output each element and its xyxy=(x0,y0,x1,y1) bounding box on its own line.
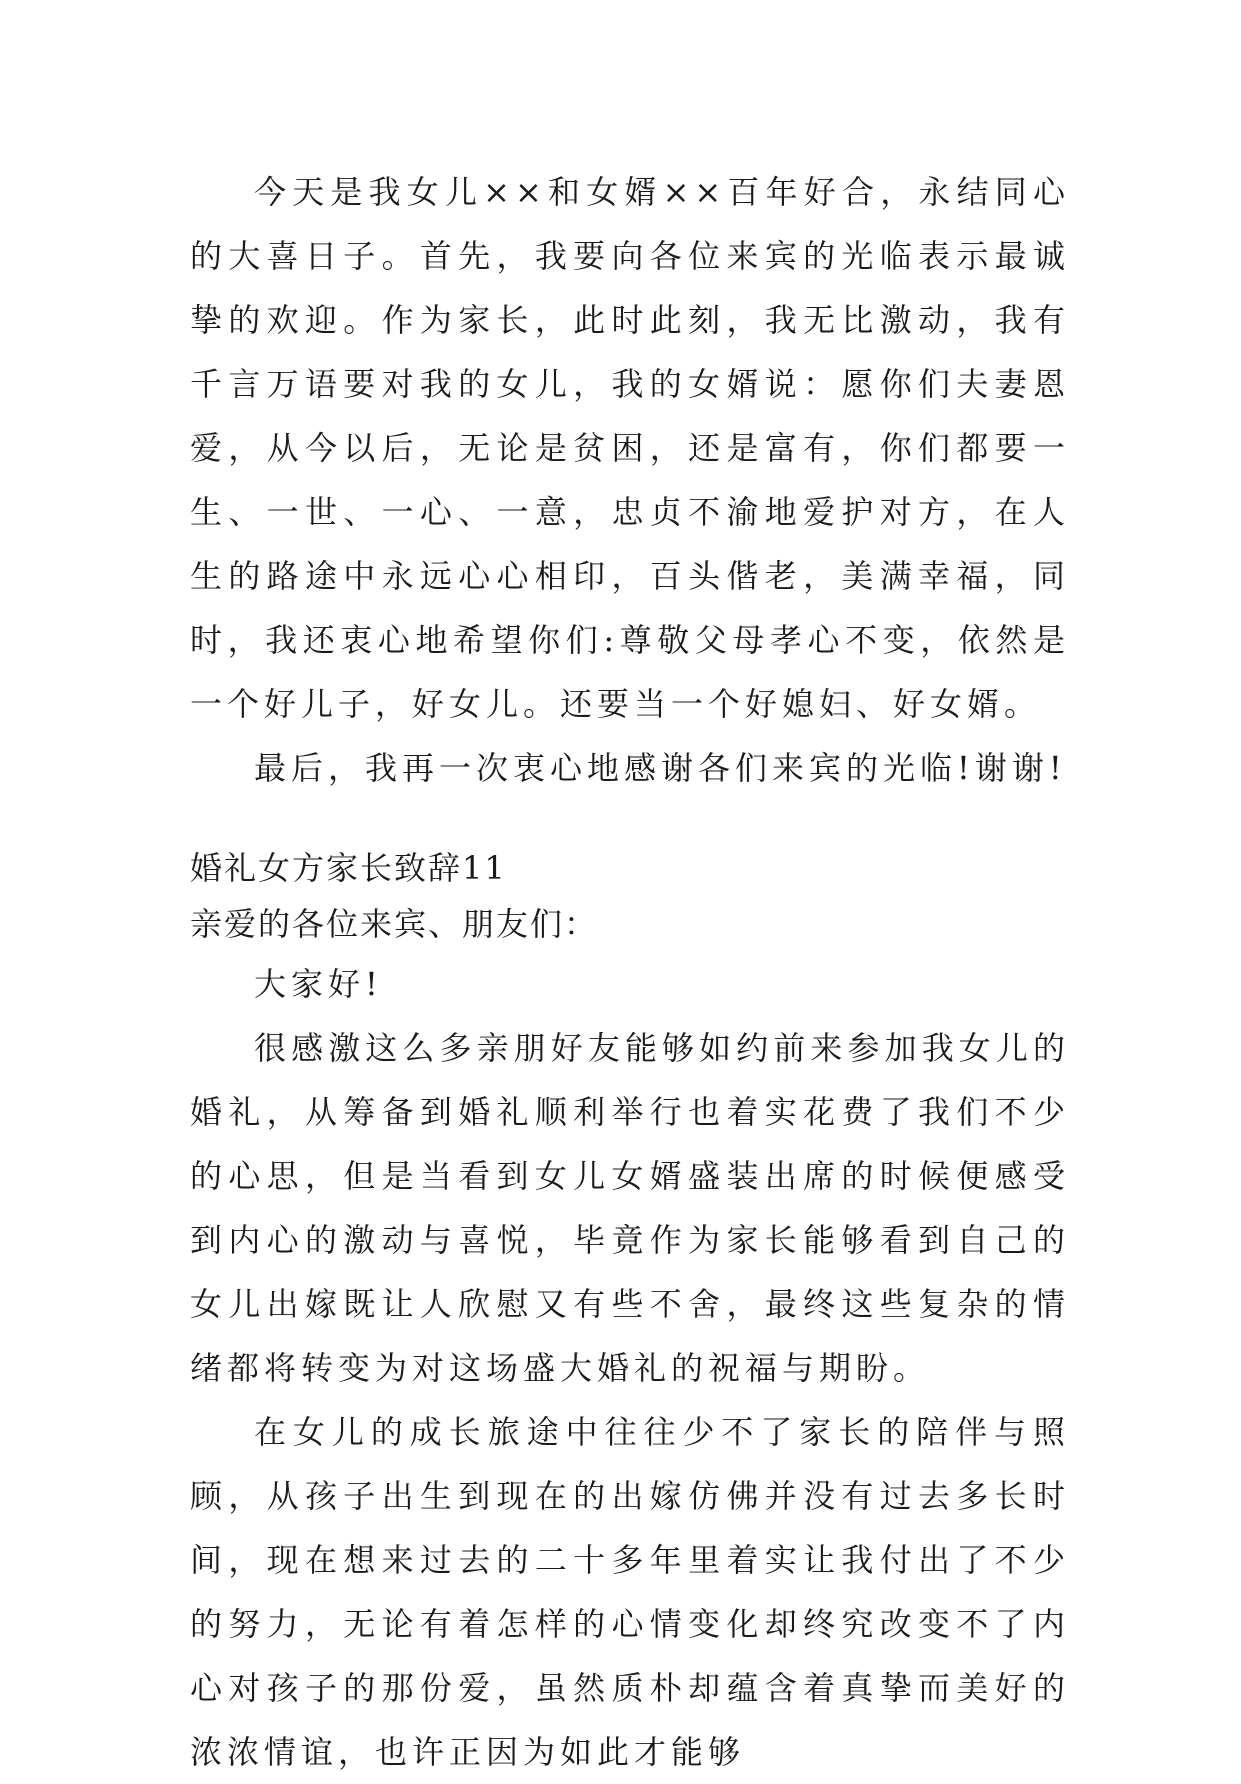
salutation: 亲爱的各位来宾、朋友们： xyxy=(190,905,599,943)
speech-paragraph-2: 很感激这么多亲朋好友能够如约前来参加我女儿的婚礼，从筹备到婚礼顺利举行也着实花费了我们不少的心思，但是当看到女儿女婿盛装出席的时候便感受到内心的激动与喜悦，毕竟作为家长能够看到自己的女儿出嫁既让人欣慰又有些不舍，最终这些复杂的情绪都将转变为对这场盛大婚礼的祝福与期盼。 xyxy=(190,1029,1070,1387)
document-body xyxy=(190,160,1070,1784)
speech-paragraph-closing: 最后，我再一次衷心地感谢各们来宾的光临!谢谢! xyxy=(254,749,1067,787)
section-gap xyxy=(190,800,1070,840)
section-title: 婚礼女方家长致辞11 xyxy=(190,849,507,887)
speech-paragraph-1: 今天是我女儿××和女婿××百年好合，永结同心的大喜日子。首先，我要向各位来宾的光临表示最诚挚的欢迎。作为家长，此时此刻，我无比激动，我有千言万语要对我的女儿，我的女婿说：愿你们夫妻恩爱，从今以后，无论是贫困，还是富有，你们都要一生、一世、一心、一意，忠贞不渝地爱护对方，在人生的路途中永远心心相印，百头偕老，美满幸福，同时，我还衷心地希望你们:尊敬父母孝心不变，依然是一个好儿子，好女儿。还要当一个好媳妇、好女婿。 xyxy=(190,173,1070,723)
speech-paragraph-3: 在女儿的成长旅途中往往少不了家长的陪伴与照顾，从孩子出生到现在的出嫁仿佛并没有过去多长时间，现在想来过去的二十多年里着实让我付出了不少的努力，无论有着怎样的心情变化却终究改变不了内心对孩子的那份爱，虽然质朴却蕴含着真挚而美好的浓浓情谊，也许正因为如此才能够 xyxy=(190,1413,1070,1771)
greeting: 大家好! xyxy=(254,965,383,1003)
